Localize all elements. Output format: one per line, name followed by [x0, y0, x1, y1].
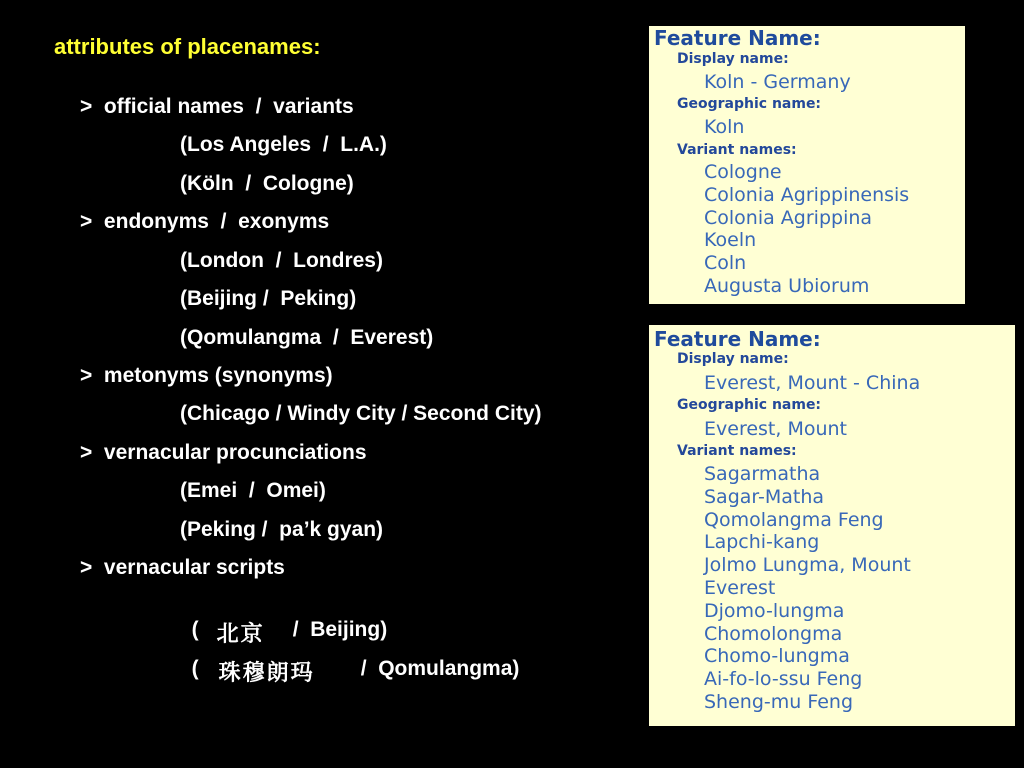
- variant-name: Cologne: [704, 161, 782, 183]
- variant-name: Qomolangma Feng: [704, 508, 884, 531]
- geographic-name-value: Koln: [704, 116, 745, 138]
- variant-name: Koeln: [704, 229, 757, 252]
- variant-name: Sagarmatha: [704, 463, 821, 485]
- romanized-qomulangma: / Qomulangma): [360, 657, 520, 680]
- variant-name: Coln: [704, 252, 747, 275]
- display-name-value: Everest, Mount - China: [704, 372, 921, 394]
- variant-names-list: [704, 463, 911, 714]
- bullet-vernacular-scripts: > vernacular scripts: [80, 556, 285, 579]
- display-name-label: Display name:: [677, 351, 789, 367]
- example-emei: (Emei / Omei): [180, 479, 326, 502]
- geographic-name-label: Geographic name:: [677, 96, 822, 112]
- display-name-label: Display name:: [677, 51, 789, 67]
- variant-name: Chomolongma: [704, 622, 843, 645]
- geographic-name-value: Everest, Mount: [704, 418, 848, 440]
- example-beijing: (Beijing / Peking): [180, 287, 357, 310]
- variant-name: Chomo-lungma: [704, 645, 850, 668]
- bullet-official-names: > official names / variants: [80, 95, 354, 118]
- bullet-vernacular-pronunciations: > vernacular procunciations: [80, 441, 367, 464]
- open-paren: (: [191, 618, 199, 641]
- feature-panel-everest: [649, 325, 1015, 726]
- variant-names-label: Variant names:: [677, 443, 797, 459]
- example-qomulangma-script: [180, 633, 520, 686]
- variant-name: Everest: [704, 576, 776, 599]
- bullet-metonyms: > metonyms (synonyms): [80, 364, 333, 387]
- variant-name: Augusta Ubiorum: [704, 274, 870, 297]
- cjk-qomulangma: 珠穆朗玛: [218, 661, 315, 686]
- geographic-name-label: Geographic name:: [677, 397, 822, 413]
- variant-name: Sagar-Matha: [704, 485, 825, 508]
- slide-title: attributes of placenames:: [54, 34, 321, 59]
- display-name-value: Koln - Germany: [704, 71, 851, 93]
- example-los-angeles: (Los Angeles / L.A.): [180, 133, 387, 156]
- variant-names-label: Variant names:: [677, 142, 797, 158]
- romanized-beijing: / Beijing): [292, 618, 388, 641]
- cjk-beijing: 北京: [216, 622, 265, 647]
- variant-name: Sheng-mu Feng: [704, 690, 854, 713]
- feature-name-heading: Feature Name:: [654, 26, 821, 50]
- variant-name: Colonia Agrippina: [704, 206, 873, 229]
- variant-name: Colonia Agrippinensis: [704, 183, 910, 206]
- example-qomulangma: (Qomulangma / Everest): [180, 326, 434, 349]
- variant-name: Jolmo Lungma, Mount: [704, 554, 911, 577]
- variant-name: Djomo-lungma: [704, 599, 845, 622]
- bullet-endonyms: > endonyms / exonyms: [80, 210, 330, 233]
- example-peking: (Peking / pa’k gyan): [180, 518, 384, 541]
- variant-name: Ai-fo-lo-ssu Feng: [704, 668, 863, 691]
- variant-names-list: [704, 161, 909, 298]
- feature-panel-koln: [649, 26, 965, 304]
- variant-name: Lapchi-kang: [704, 531, 820, 554]
- example-london: (London / Londres): [180, 249, 383, 272]
- example-koln: (Köln / Cologne): [180, 172, 354, 195]
- feature-name-heading: Feature Name:: [654, 327, 821, 351]
- example-chicago: (Chicago / Windy City / Second City): [180, 402, 542, 425]
- open-paren: (: [191, 657, 199, 680]
